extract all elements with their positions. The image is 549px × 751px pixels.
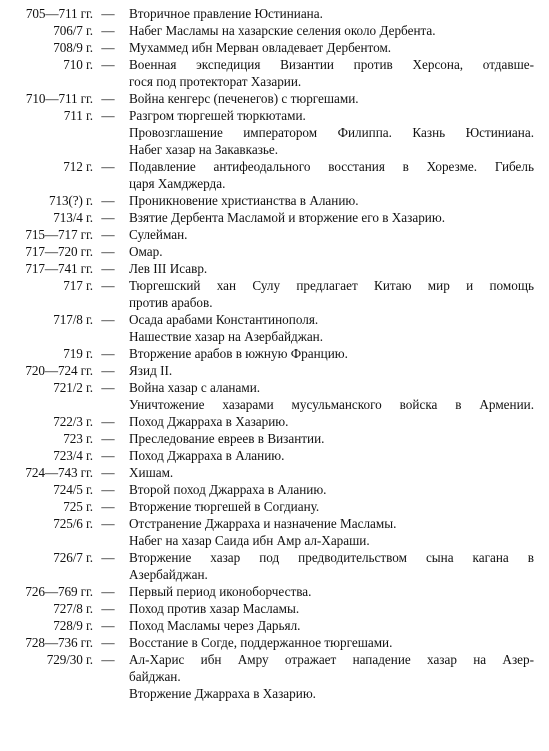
entry-dash: —: [101, 244, 115, 259]
chronology-entry: [0, 158, 549, 192]
entry-text: [129, 464, 534, 481]
entry-text: [129, 583, 534, 600]
entry-text-line: Набег Масламы на хазарские селения около Дербента.: [129, 23, 436, 38]
entry-text: [129, 260, 534, 277]
entry-dash: —: [101, 618, 115, 633]
entry-text-line: Азербайджан.: [129, 567, 208, 582]
entry-text-line: Сулейман.: [129, 227, 188, 242]
entry-text-line: Вторжение хазар под предводительством сына кагана в: [129, 550, 534, 565]
entry-dash: —: [101, 652, 115, 667]
chronology-entry: [0, 107, 549, 158]
entry-date: 728—736 гг.: [25, 635, 93, 650]
entry-dash: —: [101, 499, 115, 514]
entry-text-line: Поход против хазар Масламы.: [129, 601, 300, 616]
entry-date: 724/5 г.: [53, 482, 93, 497]
entry-text: [129, 345, 534, 362]
entry-dash: —: [101, 380, 115, 395]
entry-text: [129, 634, 534, 651]
chronology-entry: [0, 39, 549, 56]
chronology-entry: [0, 5, 549, 22]
entry-date: 726—769 гг.: [25, 584, 93, 599]
entry-date: 717—720 гг.: [25, 244, 93, 259]
entry-text: [129, 362, 534, 379]
entry-text-line: Набег на хазар Саида ибн Амр ал-Хараши.: [129, 533, 370, 548]
entry-text-line: Нашествие хазар на Азербайджан.: [129, 329, 324, 344]
entry-text: [129, 481, 534, 498]
entry-dash: —: [101, 23, 115, 38]
chronology-entry: [0, 634, 549, 651]
entry-dash: —: [101, 40, 115, 55]
entry-text-line: Осада арабами Константинополя.: [129, 312, 319, 327]
entry-text-line: Поход Джарраха в Аланию.: [129, 448, 285, 463]
entry-date: 708/9 г.: [53, 40, 93, 55]
entry-dash: —: [101, 6, 115, 21]
chronology-entry: [0, 277, 549, 311]
entry-text: [129, 430, 534, 447]
entry-text: [129, 226, 534, 243]
entry-text-line: Язид II.: [129, 363, 173, 378]
entry-text: [129, 311, 534, 345]
entry-text: [129, 651, 534, 702]
chronology-entry: [0, 600, 549, 617]
entry-date: 712 г.: [63, 159, 93, 174]
entry-text-line: Война хазар с аланами.: [129, 380, 261, 395]
entry-text: [129, 107, 534, 158]
entry-text-line: байджан.: [129, 669, 181, 684]
chronology-entry: [0, 549, 549, 583]
chronology-entry: [0, 345, 549, 362]
chronology-entry: [0, 22, 549, 39]
entry-date: 727/8 г.: [53, 601, 93, 616]
entry-text-line: Лев III Исавр.: [129, 261, 208, 276]
entry-text-line: Второй поход Джарраха в Аланию.: [129, 482, 327, 497]
entry-text-line: Военная экспедиция Византии против Херсона, отдавше-: [129, 57, 534, 72]
entry-dash: —: [101, 363, 115, 378]
entry-text: [129, 192, 534, 209]
chronology-entry: [0, 209, 549, 226]
entry-dash: —: [101, 210, 115, 225]
entry-dash: —: [101, 159, 115, 174]
chronology-entry: [0, 515, 549, 549]
chronology-entry: [0, 260, 549, 277]
entry-text: [129, 158, 534, 192]
entry-date: 719 г.: [63, 346, 93, 361]
entry-date: 713/4 г.: [53, 210, 93, 225]
entry-dash: —: [101, 635, 115, 650]
entry-dash: —: [101, 601, 115, 616]
entry-dash: —: [101, 346, 115, 361]
entry-date: 721/2 г.: [53, 380, 93, 395]
entry-dash: —: [101, 465, 115, 480]
entry-date: 710 г.: [63, 57, 93, 72]
entry-text: [129, 515, 534, 549]
entry-date: 717—741 гг.: [25, 261, 93, 276]
chronology-entry: [0, 464, 549, 481]
entry-date: 710—711 гг.: [25, 91, 93, 106]
entry-text: [129, 243, 534, 260]
entry-date: 705—711 гг.: [25, 6, 93, 21]
entry-dash: —: [101, 261, 115, 276]
entry-dash: —: [101, 57, 115, 72]
entry-text: [129, 209, 534, 226]
entry-text-line: Провозглашение императором Филиппа. Казнь Юстиниана.: [129, 125, 534, 140]
entry-dash: —: [101, 278, 115, 293]
entry-text-line: Проникновение христианства в Аланию.: [129, 193, 359, 208]
entry-text: [129, 413, 534, 430]
entry-text-line: Война кенгерс (печенегов) с тюргешами.: [129, 91, 359, 106]
chronology-entry: [0, 498, 549, 515]
entry-text: [129, 56, 534, 90]
entry-date: 711 г.: [63, 108, 93, 123]
entry-date: 720—724 гг.: [25, 363, 93, 378]
entry-date: 728/9 г.: [53, 618, 93, 633]
entry-date: 724—743 гг.: [25, 465, 93, 480]
entry-text: [129, 549, 534, 583]
chronology-entry: [0, 56, 549, 90]
entry-dash: —: [101, 108, 115, 123]
entry-text-line: Вторжение Джарраха в Хазарию.: [129, 686, 316, 701]
chronology-entry: [0, 447, 549, 464]
chronology-entry: [0, 192, 549, 209]
entry-text-line: Взятие Дербента Масламой и вторжение его в Хазарию.: [129, 210, 445, 225]
entry-date: 726/7 г.: [53, 550, 93, 565]
entry-text-line: Хишам.: [129, 465, 174, 480]
entry-text: [129, 617, 534, 634]
entry-text-line: царя Хамджерда.: [129, 176, 226, 191]
entry-date: 717 г.: [63, 278, 93, 293]
entry-date: 723 г.: [63, 431, 93, 446]
entry-text-line: Омар.: [129, 244, 163, 259]
entry-date: 706/7 г.: [53, 23, 93, 38]
entry-text-line: Отстранение Джарраха и назначение Масламы.: [129, 516, 397, 531]
chronology-entry: [0, 243, 549, 260]
entry-text-line: против арабов.: [129, 295, 213, 310]
entry-text-line: Вторжение арабов в южную Францию.: [129, 346, 348, 361]
entry-text-line: Набег хазар на Закавказье.: [129, 142, 279, 157]
entry-date: 722/3 г.: [53, 414, 93, 429]
entry-text: [129, 600, 534, 617]
chronology-entry: [0, 413, 549, 430]
entry-date: 729/30 г.: [46, 652, 93, 667]
chronology-entry: [0, 617, 549, 634]
entry-text-line: Восстание в Согде, поддержанное тюргешами.: [129, 635, 393, 650]
entry-dash: —: [101, 550, 115, 565]
entry-dash: —: [101, 91, 115, 106]
entry-text: [129, 447, 534, 464]
chronology-entry: [0, 583, 549, 600]
entry-text-line: Тюргешский хан Сулу предлагает Китаю мир и помощь: [129, 278, 534, 293]
entry-text-line: Подавление антифеодального восстания в Хорезме. Гибель: [129, 159, 534, 174]
entry-text-line: Поход Джарраха в Хазарию.: [129, 414, 289, 429]
entry-dash: —: [101, 227, 115, 242]
chronology-entry: [0, 651, 549, 702]
entry-text-line: Преследование евреев в Византии.: [129, 431, 325, 446]
entry-dash: —: [101, 482, 115, 497]
entry-text-line: Мухаммед ибн Мерван овладевает Дербентом.: [129, 40, 392, 55]
entry-dash: —: [101, 414, 115, 429]
entry-text: [129, 379, 534, 413]
entry-text: [129, 277, 534, 311]
entry-text-line: Поход Масламы через Дарьял.: [129, 618, 301, 633]
chronology-entry: [0, 362, 549, 379]
entry-date: 723/4 г.: [53, 448, 93, 463]
entry-text-line: Вторжение тюргешей в Согдиану.: [129, 499, 320, 514]
entry-text: [129, 90, 534, 107]
entry-date: 725/6 г.: [53, 516, 93, 531]
chronology-entry: [0, 379, 549, 413]
entry-text-line: Разгром тюргешей тюркютами.: [129, 108, 306, 123]
chronology-entry: [0, 90, 549, 107]
entry-dash: —: [101, 448, 115, 463]
entry-date: 715—717 гг.: [25, 227, 93, 242]
entry-text-line: Ал-Харис ибн Амру отражает нападение хазар на Азер-: [129, 652, 534, 667]
chronology-entry: [0, 430, 549, 447]
entry-text-line: Уничтожение хазарами мусульманского войска в Армении.: [129, 397, 534, 412]
entry-text-line: Первый период иконоборчества.: [129, 584, 312, 599]
chronology-entry: [0, 481, 549, 498]
chronology-entry: [0, 311, 549, 345]
entry-text: [129, 22, 534, 39]
entry-dash: —: [101, 516, 115, 531]
entry-dash: —: [101, 312, 115, 327]
entry-dash: —: [101, 431, 115, 446]
chronology-entry: [0, 226, 549, 243]
entry-date: 725 г.: [63, 499, 93, 514]
entry-text-line: Вторичное правление Юстиниана.: [129, 6, 323, 21]
entry-dash: —: [101, 193, 115, 208]
entry-text-line: гося под протекторат Хазарии.: [129, 74, 302, 89]
entry-text: [129, 39, 534, 56]
entry-text: [129, 5, 534, 22]
entry-dash: —: [101, 584, 115, 599]
entry-date: 717/8 г.: [53, 312, 93, 327]
entry-date: 713(?) г.: [48, 193, 93, 208]
entry-text: [129, 498, 534, 515]
